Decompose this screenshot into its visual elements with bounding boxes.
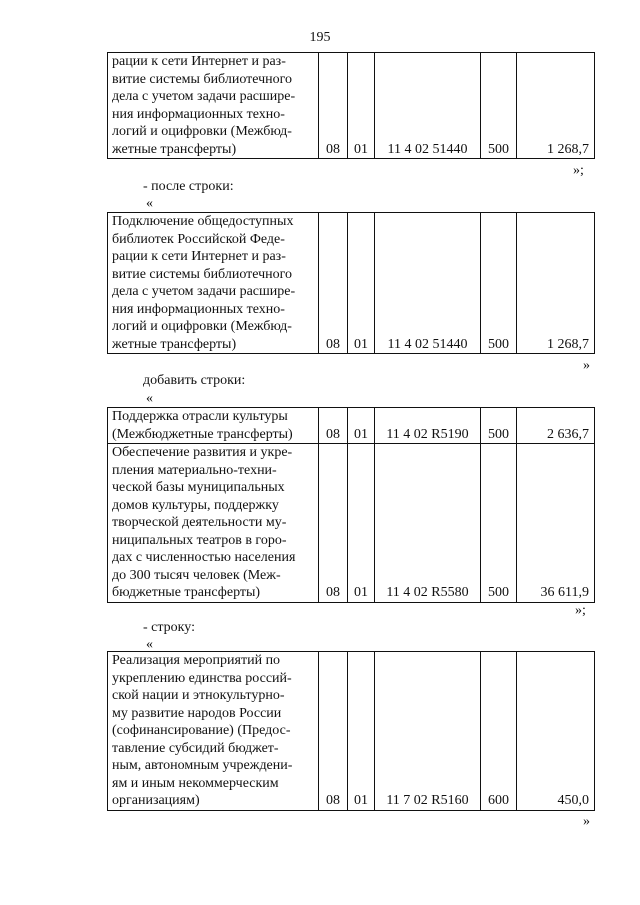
budget-table-2 xyxy=(107,212,595,354)
target-article-code: 11 4 02 51440 xyxy=(375,53,481,159)
row-name-line: Обеспечение развития и укре- xyxy=(112,445,293,460)
budget-table-3 xyxy=(107,407,595,603)
row-name-line: витие системы библиотечного xyxy=(112,71,293,87)
row-name-line: Поддержка отрасли культуры xyxy=(112,409,288,424)
target-article-code: 11 4 02 R5190 xyxy=(375,408,481,444)
table-row xyxy=(108,444,595,603)
amount-value: 36 611,9 xyxy=(517,444,595,603)
row-name-cell xyxy=(108,652,319,811)
row-name-line: рации к сети Интернет и раз- xyxy=(112,249,286,264)
instruction-text: добавить строки: xyxy=(143,373,246,388)
row-name-line: логий и оцифровки (Межбюд- xyxy=(112,319,292,334)
row-name-cell xyxy=(108,408,319,444)
page-number: 195 xyxy=(309,30,331,45)
closing-quote: » xyxy=(583,358,590,373)
row-name-line: ям и иным некоммерческим xyxy=(112,775,279,791)
row-name-line: до 300 тысяч человек (Меж- xyxy=(112,567,281,583)
budget-table-4 xyxy=(107,651,595,811)
row-name-line: жетные трансферты) xyxy=(112,336,237,352)
row-name-line: укреплению единства россий- xyxy=(112,670,292,686)
target-article-code: 11 4 02 51440 xyxy=(375,213,481,354)
row-name-line: дела с учетом задачи расшире- xyxy=(112,284,296,299)
budget-table-1 xyxy=(107,52,595,159)
row-name-cell xyxy=(108,213,319,354)
row-name-line: организациям) xyxy=(112,793,200,808)
table-row xyxy=(108,53,595,159)
expense-type-code: 500 xyxy=(481,53,517,159)
row-name-line: ческой базы муниципальных xyxy=(112,480,285,495)
row-name-line: ниципальных театров в горо- xyxy=(112,532,287,548)
opening-quote: « xyxy=(146,196,153,211)
amount-value: 2 636,7 xyxy=(517,408,595,444)
expense-type-code: 500 xyxy=(481,213,517,354)
section-code: 08 xyxy=(319,444,348,603)
section-code: 08 xyxy=(319,53,348,159)
row-name-line: му развитие народов России xyxy=(112,705,282,721)
row-name-line: жетные трансферты) xyxy=(112,141,237,157)
row-name-cell xyxy=(108,444,319,603)
closing-quote: »; xyxy=(575,603,586,618)
subsection-code: 01 xyxy=(348,408,375,444)
closing-quote: »; xyxy=(573,163,584,178)
instruction-text: - строку: xyxy=(143,620,195,635)
row-name-cell xyxy=(108,53,319,159)
row-name-line: логий и оцифровки (Межбюд- xyxy=(112,124,292,139)
amount-value: 1 268,7 xyxy=(517,213,595,354)
row-name-line: (софинансирование) (Предос- xyxy=(112,723,291,738)
row-name-line: тавление субсидий бюджет- xyxy=(112,740,279,756)
table-row xyxy=(108,408,595,444)
row-name-line: творческой деятельности му- xyxy=(112,515,287,530)
target-article-code: 11 4 02 R5580 xyxy=(375,444,481,603)
table-row xyxy=(108,652,595,811)
row-name-line: домов культуры, поддержку xyxy=(112,497,279,513)
table-row xyxy=(108,213,595,354)
row-name-line: витие системы библиотечного xyxy=(112,266,293,282)
row-name-line: Подключение общедоступных xyxy=(112,214,294,229)
row-name-line: ской нации и этнокультурно- xyxy=(112,688,285,703)
expense-type-code: 500 xyxy=(481,444,517,603)
subsection-code: 01 xyxy=(348,53,375,159)
row-name-line: дах с численностью населения xyxy=(112,550,296,565)
row-name-line: ным, автономным учреждени- xyxy=(112,758,293,773)
row-name-line: бюджетные трансферты) xyxy=(112,585,261,600)
row-name-line: рации к сети Интернет и раз- xyxy=(112,54,286,69)
instruction-text: - после строки: xyxy=(143,179,234,194)
row-name-line: библиотек Российской Феде- xyxy=(112,231,285,247)
subsection-code: 01 xyxy=(348,652,375,811)
target-article-code: 11 7 02 R5160 xyxy=(375,652,481,811)
closing-quote: » xyxy=(583,814,590,829)
row-name-line: Реализация мероприятий по xyxy=(112,653,281,668)
expense-type-code: 500 xyxy=(481,408,517,444)
amount-value: 450,0 xyxy=(517,652,595,811)
opening-quote: « xyxy=(146,637,153,652)
section-code: 08 xyxy=(319,213,348,354)
subsection-code: 01 xyxy=(348,444,375,603)
opening-quote: « xyxy=(146,391,153,406)
row-name-line: ния информационных техно- xyxy=(112,106,285,122)
row-name-line: пления материально-техни- xyxy=(112,462,277,478)
section-code: 08 xyxy=(319,408,348,444)
subsection-code: 01 xyxy=(348,213,375,354)
row-name-line: (Межбюджетные трансферты) xyxy=(112,426,293,442)
section-code: 08 xyxy=(319,652,348,811)
amount-value: 1 268,7 xyxy=(517,53,595,159)
row-name-line: ния информационных техно- xyxy=(112,301,285,317)
expense-type-code: 600 xyxy=(481,652,517,811)
row-name-line: дела с учетом задачи расшире- xyxy=(112,89,296,104)
